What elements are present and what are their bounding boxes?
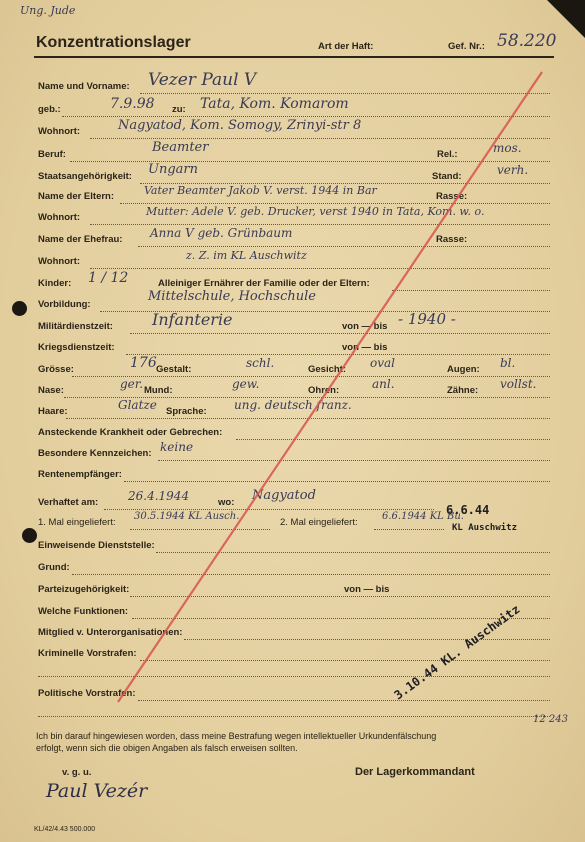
mund-value: gew.: [232, 377, 260, 391]
gesicht-label: Gesicht:: [308, 364, 347, 375]
wohnort3-label: Wohnort:: [38, 256, 81, 267]
von-bis-label: von — bis: [342, 321, 388, 332]
zaehne-value: vollst.: [500, 377, 537, 391]
stamp-number: 12 243: [533, 714, 568, 725]
gestalt-label: Gestalt:: [156, 364, 192, 375]
militaer-value: Infanterie: [152, 310, 233, 329]
ehefrau-value: Anna V geb. Grünbaum: [150, 226, 293, 240]
zu-label: zu:: [172, 104, 186, 115]
wo-value: Nagyatod: [252, 488, 316, 503]
mal2-value: 6.6.1944 KL Bu.: [382, 511, 464, 522]
vorbildung-value: Mittelschule, Hochschule: [148, 289, 316, 304]
groesse-value: 176: [130, 355, 157, 371]
staat-value: Ungarn: [148, 162, 198, 177]
militaer-years: - 1940 -: [398, 310, 456, 328]
haare-label: Haare:: [38, 406, 68, 417]
vgu-label: v. g. u.: [62, 767, 92, 778]
ehefrau-label: Name der Ehefrau:: [38, 234, 123, 245]
stamp-date: 6.6.44: [446, 503, 490, 517]
zu-value: Tata, Kom. Komarom: [200, 96, 349, 112]
corner-note: Ung. Jude: [20, 4, 76, 17]
gestalt-value: schl.: [246, 356, 275, 370]
gesicht-value: oval: [370, 356, 395, 370]
wohnort-value: Nagyatod, Kom. Somogy, Zrinyi-str 8: [118, 118, 362, 133]
ernaehrer-label: Alleiniger Ernährer der Familie oder der Eltern:: [158, 278, 370, 289]
partei-label: Parteizugehörigkeit:: [38, 584, 130, 595]
wohnort2-label: Wohnort:: [38, 212, 81, 223]
stand-label: Stand:: [432, 171, 462, 182]
name-value: Vezer Paul V: [148, 70, 257, 90]
geb-label: geb.:: [38, 104, 61, 115]
wohnort-label: Wohnort:: [38, 126, 81, 137]
geb-value: 7.9.98: [110, 96, 155, 112]
rel-label: Rel.:: [437, 149, 458, 160]
augen-value: bl.: [500, 356, 516, 370]
von-bis2-label: von — bis: [342, 342, 388, 353]
staat-label: Staatsangehörigkeit:: [38, 171, 132, 182]
red-cancel-line: [118, 72, 542, 702]
kinder-label: Kinder:: [38, 278, 72, 289]
mal1-label: 1. Mal eingeliefert:: [38, 517, 116, 528]
art-der-haft-label: Art der Haft:: [318, 41, 374, 52]
kennzeichen-label: Besondere Kennzeichen:: [38, 448, 152, 459]
grund-label: Grund:: [38, 562, 70, 573]
gef-nr-value: 58.220: [497, 31, 557, 51]
wo-label: wo:: [218, 497, 235, 508]
eltern-value: Vater Beamter Jakob V. verst. 1944 in Bar: [144, 184, 377, 197]
nase-label: Nase:: [38, 385, 64, 396]
rasse-label: Rasse:: [436, 191, 468, 202]
beruf-label: Beruf:: [38, 149, 66, 160]
kinder-value: 1 / 12: [88, 270, 129, 286]
eltern-label: Name der Eltern:: [38, 191, 115, 202]
krieg-label: Kriegsdienstzeit:: [38, 342, 115, 353]
signature: Paul Vezér: [46, 780, 148, 802]
stand-value: verh.: [497, 163, 529, 177]
zaehne-label: Zähne:: [447, 385, 479, 396]
augen-label: Augen:: [447, 364, 480, 375]
declaration-line-2: erfolgt, wenn sich die obigen Angaben als falsch erweisen sollten.: [36, 743, 298, 753]
diagonal-stamp: 3.10.44 KL. Auschwitz: [391, 601, 523, 703]
ohren-label: Ohren:: [308, 385, 340, 396]
mal1-value: 30.5.1944 KL Ausch.: [134, 511, 240, 522]
kommandant-label: Der Lagerkommandant: [355, 766, 475, 778]
mund-label: Mund:: [144, 385, 173, 396]
von-bis3-label: von — bis: [344, 584, 390, 595]
beruf-value: Beamter: [152, 140, 209, 155]
kennzeichen-value: keine: [160, 440, 194, 454]
name-label: Name und Vorname:: [38, 81, 130, 92]
stamp-kl: KL Auschwitz: [452, 523, 518, 533]
nase-value: ger.: [120, 377, 144, 391]
politisch-label: Politische Vorstrafen:: [38, 688, 136, 699]
renten-label: Rentenempfänger:: [38, 469, 122, 480]
haare-value: Glatze: [118, 398, 157, 412]
kriminell-label: Kriminelle Vorstrafen:: [38, 648, 137, 659]
gef-nr-label: Gef. Nr.:: [448, 41, 485, 52]
verhaftet-value: 26.4.1944: [128, 489, 190, 503]
sprache-label: Sprache:: [166, 406, 207, 417]
groesse-label: Grösse:: [38, 364, 74, 375]
sprache-value: ung. deutsch franz.: [234, 398, 352, 412]
mitglied-label: Mitglied v. Unterorganisationen:: [38, 627, 183, 638]
form-title: Konzentrationslager: [36, 34, 191, 51]
wohnort2-value: Mutter: Adele V. geb. Drucker, verst 1940 in Tata, Kom. w. o.: [146, 205, 485, 218]
mal2-label: 2. Mal eingeliefert:: [280, 517, 358, 528]
militaer-label: Militärdienstzeit:: [38, 321, 113, 332]
krankheit-label: Ansteckende Krankheit oder Gebrechen:: [38, 427, 223, 438]
rasse2-label: Rasse:: [436, 234, 468, 245]
dienststelle-label: Einweisende Dienststelle:: [38, 540, 155, 551]
rel-value: mos.: [493, 141, 522, 155]
declaration-line-1: Ich bin darauf hingewiesen worden, dass meine Bestrafung wegen intellektueller Urkundenfälschung: [36, 731, 437, 741]
wohnort3-value: z. Z. im KL Auschwitz: [186, 249, 307, 262]
print-code: KL/42/4.43 500.000: [34, 826, 96, 833]
vorbildung-label: Vorbildung:: [38, 299, 91, 310]
funktionen-label: Welche Funktionen:: [38, 606, 129, 617]
ohren-value: anl.: [372, 377, 395, 391]
verhaftet-label: Verhaftet am:: [38, 497, 99, 508]
